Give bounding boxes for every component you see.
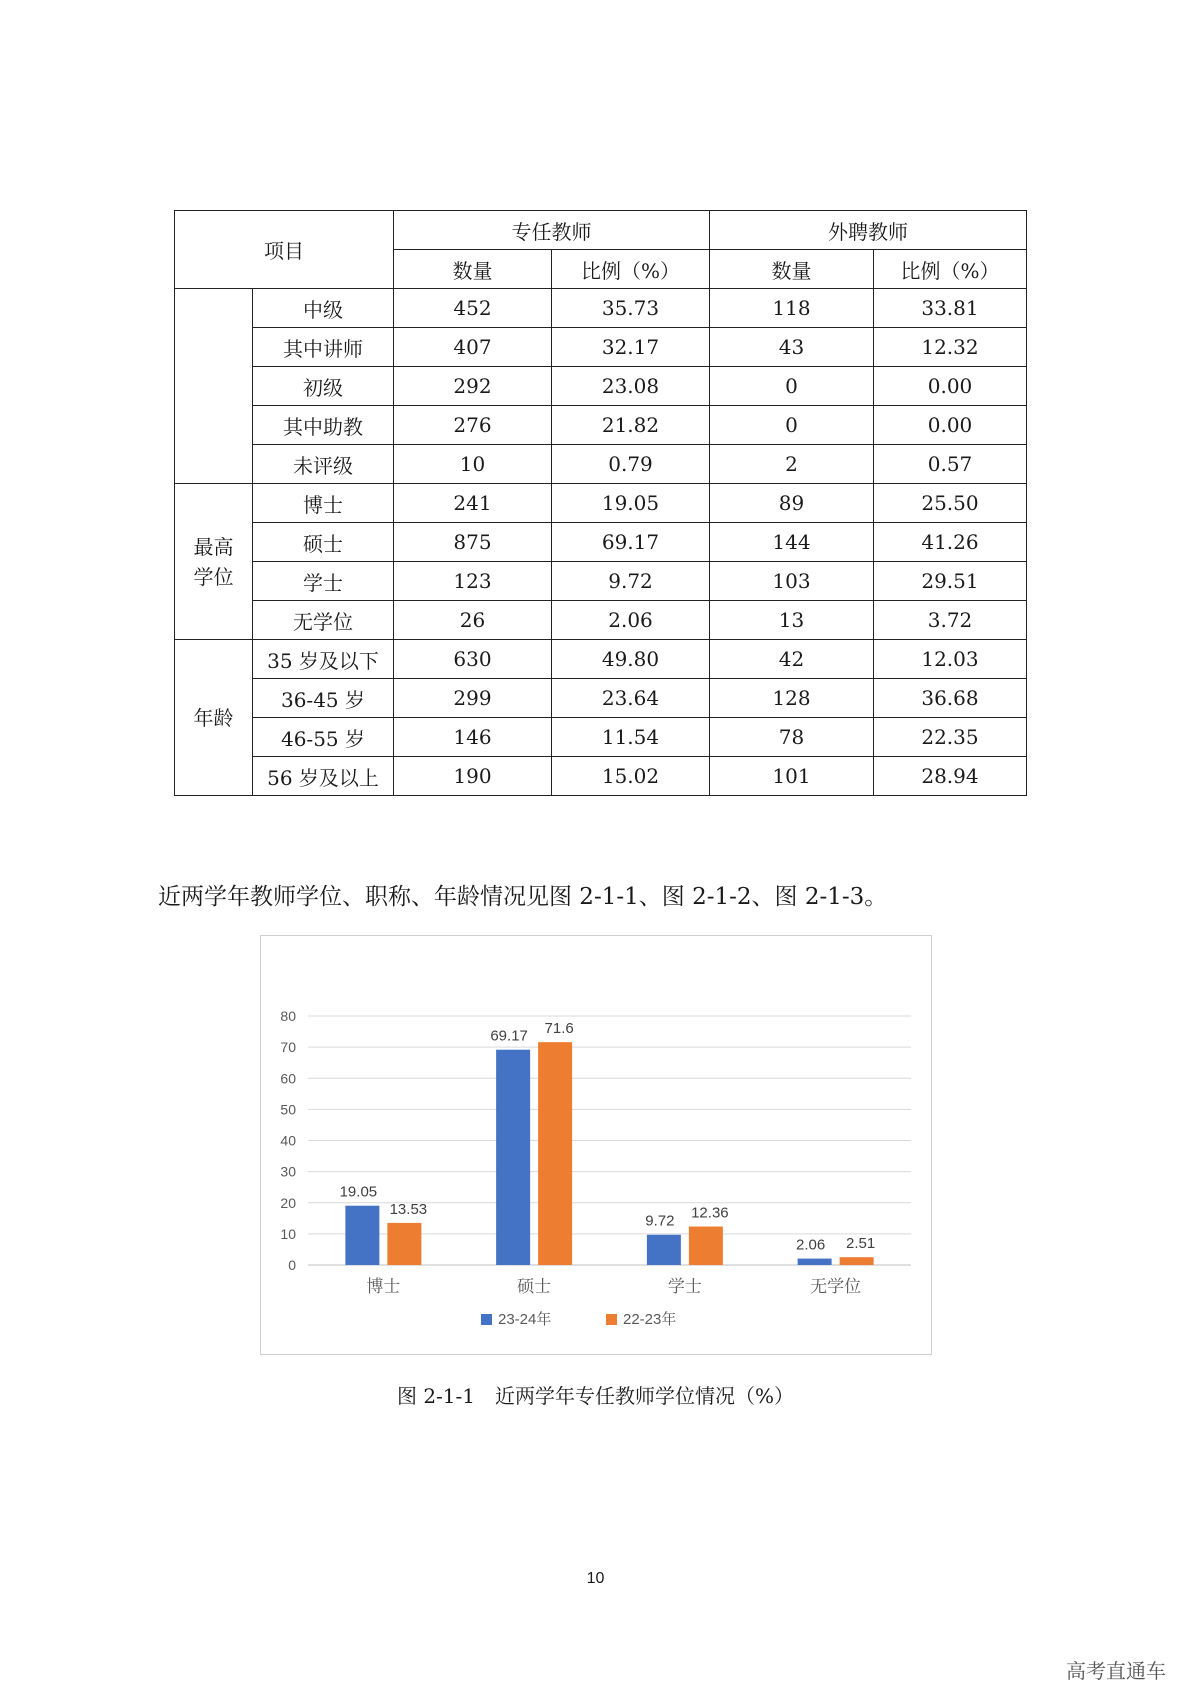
row-label: 中级 xyxy=(253,289,394,328)
cell-ex-count: 144 xyxy=(710,523,874,562)
header-ft-ratio: 比例（%） xyxy=(552,250,710,289)
cell-ex-ratio: 41.26 xyxy=(874,523,1027,562)
table-row xyxy=(175,640,1027,679)
cell-ft-count: 26 xyxy=(394,601,552,640)
row-group-label: 年龄 xyxy=(175,640,253,796)
cell-ft-count: 10 xyxy=(394,445,552,484)
cell-ft-ratio: 23.08 xyxy=(552,367,710,406)
y-tick-label: 40 xyxy=(280,1132,296,1149)
data-label: 12.36 xyxy=(691,1204,729,1222)
bar xyxy=(496,1050,530,1265)
cell-ex-count: 118 xyxy=(710,289,874,328)
table-row xyxy=(175,406,1027,445)
cell-ft-ratio: 23.64 xyxy=(552,679,710,718)
legend-label: 23-24年 xyxy=(498,1311,552,1328)
row-label: 未评级 xyxy=(253,445,394,484)
header-ft-count: 数量 xyxy=(394,250,552,289)
cell-ex-count: 13 xyxy=(710,601,874,640)
row-label: 36-45 岁 xyxy=(253,679,394,718)
cell-ft-count: 276 xyxy=(394,406,552,445)
table-row xyxy=(175,718,1027,757)
table-row xyxy=(175,484,1027,523)
body-paragraph: 近两学年教师学位、职称、年龄情况见图 2-1-1、图 2-1-2、图 2-1-3。 xyxy=(158,884,888,910)
cell-ft-count: 123 xyxy=(394,562,552,601)
cell-ft-ratio: 19.05 xyxy=(552,484,710,523)
degree-bar-chart xyxy=(260,935,932,1355)
data-label: 13.53 xyxy=(389,1200,428,1218)
data-label: 2.06 xyxy=(796,1236,826,1254)
cell-ex-count: 2 xyxy=(710,445,874,484)
bar xyxy=(387,1223,421,1265)
cell-ft-ratio: 11.54 xyxy=(552,718,710,757)
cell-ex-count: 78 xyxy=(710,718,874,757)
bar xyxy=(840,1257,874,1265)
cell-ex-ratio: 33.81 xyxy=(874,289,1027,328)
y-tick-label: 70 xyxy=(280,1039,296,1056)
table-row xyxy=(175,289,1027,328)
data-label: 71.6 xyxy=(544,1020,574,1038)
y-tick-label: 80 xyxy=(280,1008,296,1024)
x-tick-label: 硕士 xyxy=(517,1277,552,1297)
table-row xyxy=(175,367,1027,406)
legend-swatch xyxy=(606,1314,617,1325)
page-number: 10 xyxy=(586,1570,605,1587)
cell-ft-ratio: 2.06 xyxy=(552,601,710,640)
y-tick-label: 10 xyxy=(280,1225,296,1242)
legend-swatch xyxy=(481,1314,492,1325)
cell-ex-ratio: 25.50 xyxy=(874,484,1027,523)
header-ex-ratio: 比例（%） xyxy=(874,250,1027,289)
x-tick-label: 博士 xyxy=(366,1277,401,1297)
table-row xyxy=(175,757,1027,796)
table-row xyxy=(175,601,1027,640)
cell-ex-ratio: 12.03 xyxy=(874,640,1027,679)
bar xyxy=(798,1259,832,1265)
cell-ft-ratio: 21.82 xyxy=(552,406,710,445)
header-item: 项目 xyxy=(175,211,394,289)
cell-ft-count: 292 xyxy=(394,367,552,406)
data-label: 2.51 xyxy=(846,1235,876,1253)
y-tick-label: 20 xyxy=(280,1194,296,1211)
row-label: 学士 xyxy=(253,562,394,601)
bar xyxy=(345,1206,379,1265)
x-tick-label: 无学位 xyxy=(810,1277,862,1297)
cell-ft-count: 241 xyxy=(394,484,552,523)
row-label: 46-55 岁 xyxy=(253,718,394,757)
cell-ex-ratio: 28.94 xyxy=(874,757,1027,796)
header-ex-count: 数量 xyxy=(710,250,874,289)
cell-ex-ratio: 0.00 xyxy=(874,367,1027,406)
cell-ft-ratio: 35.73 xyxy=(552,289,710,328)
table-row xyxy=(175,328,1027,367)
cell-ex-count: 89 xyxy=(710,484,874,523)
table-body xyxy=(175,211,1027,796)
cell-ex-ratio: 3.72 xyxy=(874,601,1027,640)
header-external: 外聘教师 xyxy=(710,211,1027,250)
row-label: 无学位 xyxy=(253,601,394,640)
cell-ex-ratio: 0.00 xyxy=(874,406,1027,445)
cell-ft-ratio: 49.80 xyxy=(552,640,710,679)
cell-ex-ratio: 12.32 xyxy=(874,328,1027,367)
table-header-row xyxy=(175,211,1027,250)
data-label: 69.17 xyxy=(490,1027,528,1045)
table-row xyxy=(175,562,1027,601)
cell-ft-count: 146 xyxy=(394,718,552,757)
cell-ex-ratio: 0.57 xyxy=(874,445,1027,484)
cell-ft-ratio: 32.17 xyxy=(552,328,710,367)
row-label: 其中助教 xyxy=(253,406,394,445)
cell-ex-count: 0 xyxy=(710,367,874,406)
cell-ft-count: 875 xyxy=(394,523,552,562)
cell-ex-ratio: 29.51 xyxy=(874,562,1027,601)
teacher-stats-table xyxy=(174,210,1027,796)
cell-ex-count: 43 xyxy=(710,328,874,367)
cell-ft-count: 452 xyxy=(394,289,552,328)
cell-ft-count: 630 xyxy=(394,640,552,679)
cell-ft-ratio: 9.72 xyxy=(552,562,710,601)
bar xyxy=(689,1227,723,1265)
cell-ft-count: 190 xyxy=(394,757,552,796)
data-label: 19.05 xyxy=(339,1183,378,1201)
y-tick-label: 60 xyxy=(280,1070,296,1087)
row-label: 35 岁及以下 xyxy=(253,640,394,679)
header-fulltime: 专任教师 xyxy=(394,211,710,250)
cell-ft-count: 407 xyxy=(394,328,552,367)
x-tick-label: 学士 xyxy=(667,1277,702,1297)
row-label: 硕士 xyxy=(253,523,394,562)
cell-ex-ratio: 36.68 xyxy=(874,679,1027,718)
legend-label: 22-23年 xyxy=(623,1311,677,1328)
table-row xyxy=(175,523,1027,562)
table-row xyxy=(175,679,1027,718)
table-row xyxy=(175,445,1027,484)
bar xyxy=(647,1235,681,1265)
cell-ex-count: 0 xyxy=(710,406,874,445)
y-tick-label: 50 xyxy=(280,1101,296,1118)
cell-ft-ratio: 0.79 xyxy=(552,445,710,484)
cell-ex-count: 42 xyxy=(710,640,874,679)
data-label: 9.72 xyxy=(645,1212,675,1230)
cell-ft-count: 299 xyxy=(394,679,552,718)
chart-svg xyxy=(261,936,933,1356)
row-label: 初级 xyxy=(253,367,394,406)
cell-ft-ratio: 15.02 xyxy=(552,757,710,796)
y-tick-label: 30 xyxy=(280,1163,296,1180)
cell-ft-ratio: 69.17 xyxy=(552,523,710,562)
bar xyxy=(538,1042,572,1265)
row-group-label xyxy=(175,289,253,484)
watermark-text: 高考直通车 xyxy=(1066,1659,1166,1683)
cell-ex-count: 103 xyxy=(710,562,874,601)
row-group-label: 最高 学位 xyxy=(175,484,253,640)
row-label: 其中讲师 xyxy=(253,328,394,367)
row-label: 56 岁及以上 xyxy=(253,757,394,796)
row-label: 博士 xyxy=(253,484,394,523)
figure-caption: 图 2-1-1 近两学年专任教师学位情况（%） xyxy=(396,1384,795,1408)
cell-ex-count: 128 xyxy=(710,679,874,718)
y-tick-label: 0 xyxy=(288,1257,296,1273)
cell-ex-count: 101 xyxy=(710,757,874,796)
cell-ex-ratio: 22.35 xyxy=(874,718,1027,757)
